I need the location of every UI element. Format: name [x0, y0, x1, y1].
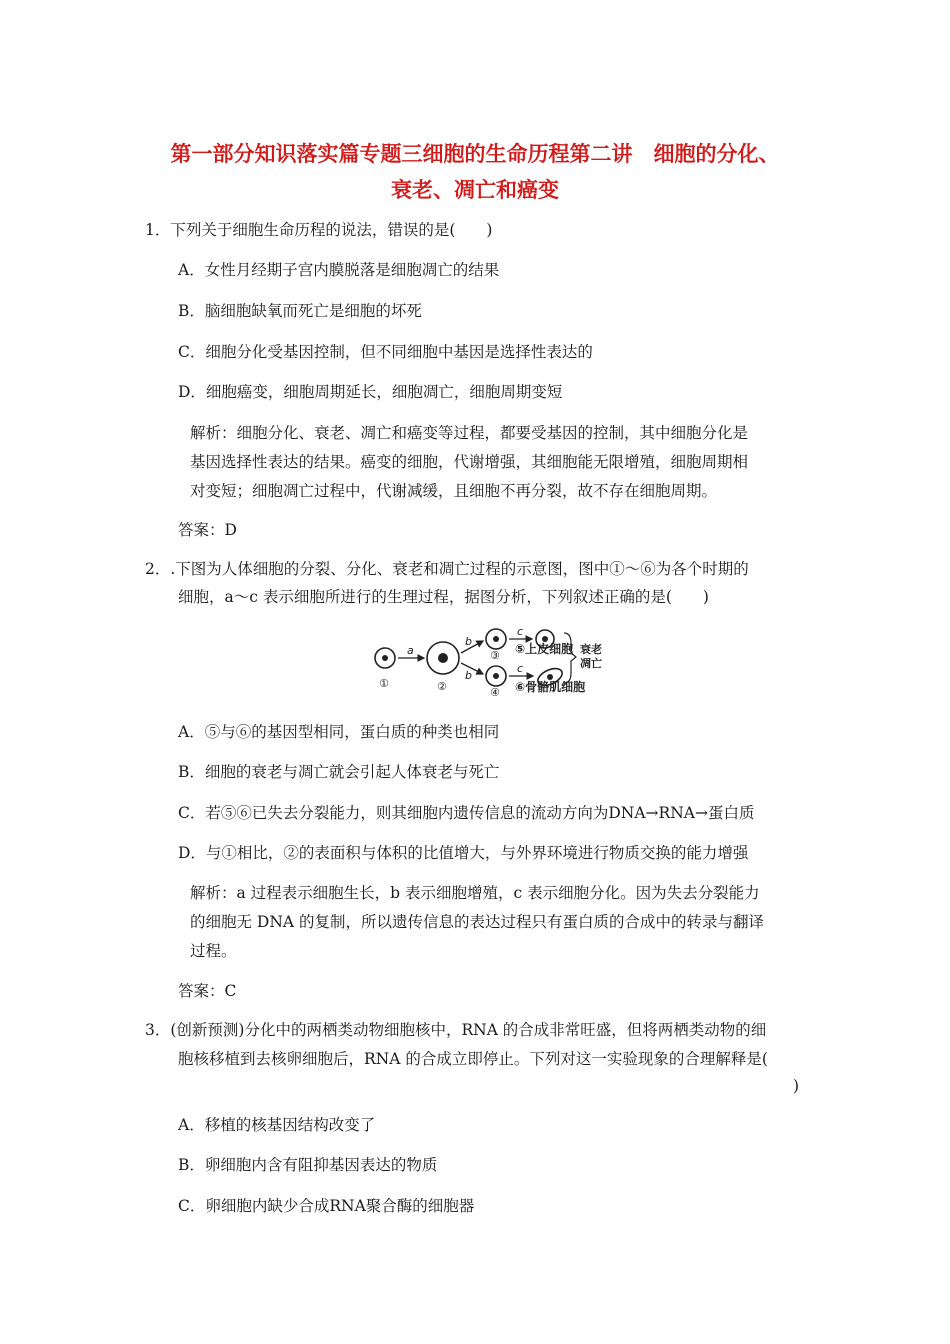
label-cell-2: ②	[437, 680, 447, 693]
q2-option-b: B．细胞的衰老与凋亡就会引起人体衰老与死亡	[178, 763, 500, 781]
q1-option-d: D．细胞癌变，细胞周期延长，细胞凋亡，细胞周期变短	[178, 383, 563, 401]
label-process-b-down: b	[465, 669, 472, 682]
q2-answer: 答案：C	[178, 982, 237, 1000]
label-process-c-down: c	[517, 662, 524, 675]
q2-stem-line: 2．.下图为人体细胞的分裂、分化、衰老和凋亡过程的示意图，图中①～⑥为各个时期的	[145, 560, 749, 578]
q1-option-b: B．脑细胞缺氧而死亡是细胞的坏死	[178, 302, 422, 320]
q3-option-c: C．卵细胞内缺少合成RNA聚合酶的细胞器	[178, 1197, 475, 1215]
q1-analysis-line: 解析：细胞分化、衰老、凋亡和癌变等过程，都要受基因的控制，其中细胞分化是	[190, 424, 749, 442]
q3-stem-line: 3．(创新预测)分化中的两栖类动物细胞核中，RNA 的合成非常旺盛，但将两栖类动物的细	[145, 1021, 767, 1039]
label-aging: 衰老	[580, 643, 602, 656]
page-title: 第一部分知识落实篇专题三细胞的生命历程第二讲 细胞的分化、	[170, 142, 780, 166]
label-cell-1: ①	[379, 677, 389, 690]
label-cell-4: ④	[490, 686, 500, 697]
q3-option-b: B．卵细胞内含有阻抑基因表达的物质	[178, 1156, 438, 1174]
q2-option-c: C．若⑤⑥已失去分裂能力，则其细胞内遗传信息的流动方向为DNA→RNA→蛋白质	[178, 804, 755, 822]
q2-option-d: D．与①相比，②的表面积与体积的比值增大，与外界环境进行物质交换的能力增强	[178, 844, 749, 862]
label-cell-3: ③	[490, 649, 500, 662]
q1-option-a: A．女性月经期子宫内膜脱落是细胞凋亡的结果	[178, 261, 500, 279]
label-cell-6: ⑥骨骼肌细胞	[515, 680, 586, 694]
q3-option-a: A．移植的核基因结构改变了	[178, 1116, 376, 1134]
q2-option-a: A．⑤与⑥的基因型相同，蛋白质的种类也相同	[178, 723, 500, 741]
q2-stem-line: 细胞，a～c 表示细胞所进行的生理过程，据图分析，下列叙述正确的是( )	[178, 588, 709, 606]
q1-analysis-line: 对变短；细胞凋亡过程中，代谢减缓，且细胞不再分裂，故不存在细胞周期。	[190, 482, 718, 500]
q3-stem-line: )	[793, 1077, 800, 1095]
q2-analysis-line: 过程。	[190, 942, 237, 960]
q1-answer: 答案：D	[178, 521, 237, 539]
q2-analysis-line: 的细胞无 DNA 的复制，所以遗传信息的表达过程只有蛋白质的合成中的转录与翻译	[190, 913, 765, 931]
q1-option-c: C．细胞分化受基因控制，但不同细胞中基因是选择性表达的	[178, 343, 593, 361]
label-process-a: a	[407, 644, 414, 657]
label-process-b-up: b	[465, 635, 472, 648]
q1-analysis-line: 基因选择性表达的结果。癌变的细胞，代谢增强，其细胞能无限增殖，细胞周期相	[190, 453, 749, 471]
brace-shape	[564, 633, 576, 683]
page-title-line2: 衰老、凋亡和癌变	[391, 178, 559, 202]
q1-stem: 1．下列关于细胞生命历程的说法，错误的是( )	[145, 221, 493, 239]
q2-analysis-line: 解析：a 过程表示细胞生长，b 表示细胞增殖，c 表示细胞分化。因为失去分裂能力	[190, 884, 760, 902]
label-apoptosis: 凋亡	[580, 657, 602, 670]
label-process-c-up: c	[517, 625, 524, 638]
cell-process-diagram	[368, 625, 618, 697]
label-cell-5: ⑤上皮细胞	[515, 642, 574, 656]
q3-stem-line: 胞核移植到去核卵细胞后，RNA 的合成立即停止。下列对这一实验现象的合理解释是(	[178, 1050, 768, 1068]
